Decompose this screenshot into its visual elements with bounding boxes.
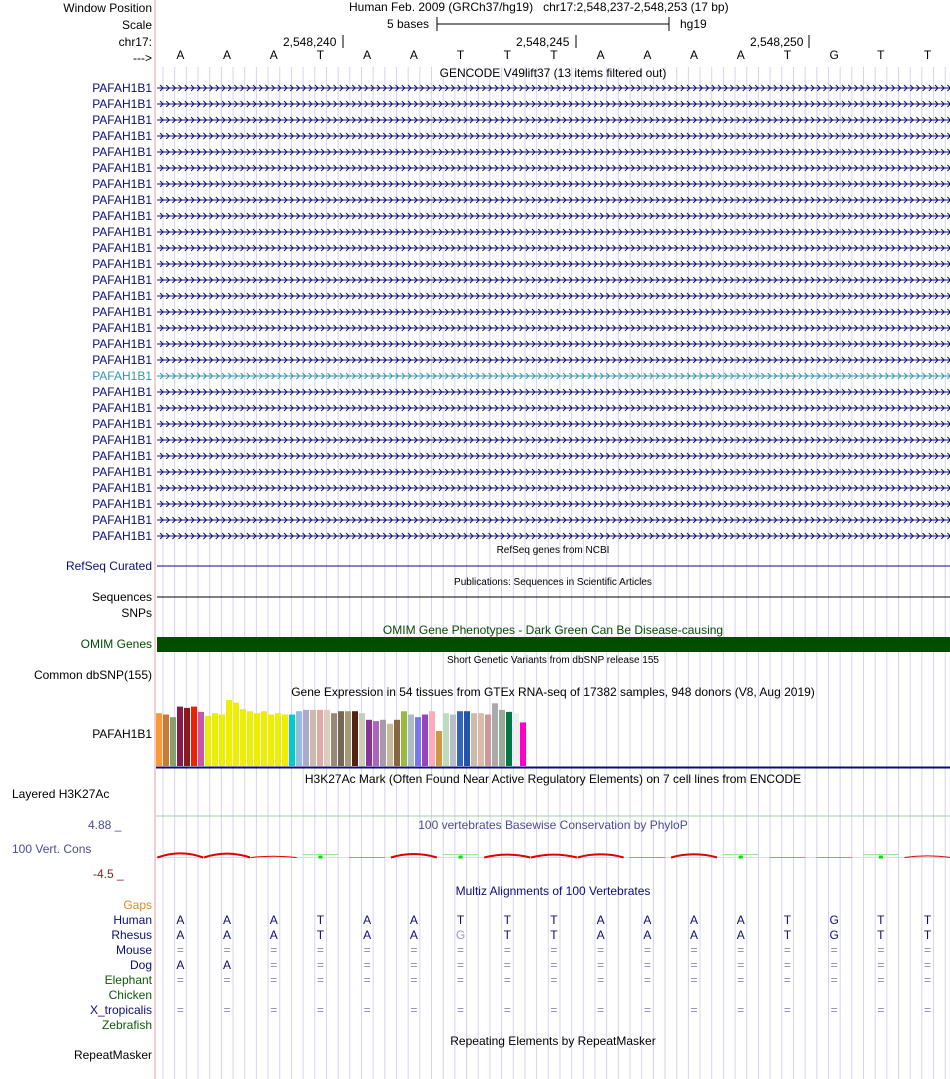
aligned-base: = [830,958,838,972]
phylop-score-mark [157,853,203,857]
gtex-track-title[interactable]: Gene Expression in 54 tissues from GTEx RNA-seq of 17382 samples, 948 donors (V8, Aug 2019) [291,685,815,699]
base-letter: T [503,48,511,62]
aligned-base: A [690,928,699,942]
db-label: hg19 [680,17,707,31]
aligned-base: = [223,1003,231,1017]
base-letter: T [316,48,325,62]
publications-track-title[interactable]: Publications: Sequences in Scientific Articles [454,577,652,588]
aligned-base: A [736,913,745,927]
aligned-base: = [643,958,651,972]
aligned-base: = [176,1003,184,1017]
gtex-tissue-bar [422,715,428,766]
aligned-base: G [829,913,839,927]
omim-track-title[interactable]: OMIM Gene Phenotypes - Dark Green Can Be Disease-causing [382,623,724,637]
aligned-base: A [736,928,745,942]
gtex-tissue-bar [471,713,477,766]
aligned-base: = [503,973,511,987]
omim-bar [157,637,950,652]
aligned-base: T [550,913,558,927]
aligned-base: = [924,973,932,987]
h3k27ac-label[interactable]: Layered H3K27Ac [12,787,110,801]
aligned-base: = [783,973,791,987]
gtex-tissue-bar [184,708,190,766]
gtex-tissue-bar [205,716,211,766]
phylop-track-title[interactable]: 100 vertebrates Basewise Conservation by PhyloP [418,818,688,832]
aligned-base: T [923,928,932,942]
aligned-base: = [737,943,745,957]
aligned-base: = [550,1003,558,1017]
aligned-base: = [270,943,278,957]
aligned-base: = [503,958,511,972]
base-letter: A [643,48,652,62]
refseq-label[interactable]: RefSeq Curated [65,559,152,573]
gtex-tissue-bar [191,707,197,766]
gencode-transcript-label[interactable]: PAFAH1B1 [92,241,152,255]
aligned-base: = [597,958,605,972]
aligned-base: = [550,973,558,987]
gencode-transcript-label[interactable]: PAFAH1B1 [92,321,152,335]
aligned-base: = [410,943,418,957]
aligned-base: A [223,958,232,972]
aligned-base: = [316,973,324,987]
gtex-tissue-bar [163,715,169,766]
aligned-base: = [176,943,184,957]
omim-label[interactable]: OMIM Genes [80,637,152,651]
aligned-base: = [597,973,605,987]
aligned-base: = [457,973,465,987]
phylop-score-mark [318,856,322,859]
position-readout[interactable]: chr17:2,548,237-2,548,253 (17 bp) [543,0,729,14]
phylop-score-mark [459,856,463,859]
aligned-base: = [924,1003,932,1017]
gencode-transcript-label[interactable]: PAFAH1B1 [92,225,152,239]
gencode-transcript-label[interactable]: PAFAH1B1 [92,481,152,495]
gtex-tissue-bar [513,713,519,766]
gtex-tissue-bar [380,720,386,766]
gtex-tissue-bar [156,713,162,766]
species-label[interactable]: Rhesus [111,928,152,942]
aligned-base: = [363,1003,371,1017]
aligned-base: G [455,928,466,942]
gencode-transcript-label[interactable]: PAFAH1B1 [92,161,152,175]
gencode-transcript-label[interactable]: PAFAH1B1 [92,129,152,143]
gencode-transcript-label[interactable]: PAFAH1B1 [92,97,152,111]
base-letter: T [877,48,885,62]
aligned-base: = [457,943,465,957]
gencode-transcript-label[interactable]: PAFAH1B1 [92,257,152,271]
aligned-base: T [316,913,325,927]
base-letter: T [923,48,932,62]
gencode-transcript-label[interactable]: PAFAH1B1 [92,513,152,527]
aligned-base: = [176,973,184,987]
aligned-base: = [690,943,698,957]
aligned-base: = [690,958,698,972]
aligned-base: = [924,943,932,957]
aligned-base: = [830,943,838,957]
aligned-base: = [737,1003,745,1017]
aligned-base: = [597,943,605,957]
gtex-tissue-bar [443,713,449,766]
aligned-base: A [269,928,278,942]
dbsnp-track-title[interactable]: Short Genetic Variants from dbSNP release 155 [447,655,659,666]
base-letter: A [223,48,232,62]
aligned-base: = [223,943,231,957]
species-label[interactable]: X_tropicalis [89,1003,152,1017]
gtex-tissue-bar [219,715,225,766]
gtex-tissue-bar [247,711,253,766]
gtex-tissue-bar [275,713,281,766]
aligned-base: = [223,973,231,987]
base-letter: A [409,48,418,62]
aligned-base: A [643,928,652,942]
phylop-label[interactable]: 100 Vert. Cons [12,842,92,856]
aligned-base: T [877,928,885,942]
gtex-tissue-bar [408,715,414,766]
aligned-base: = [410,973,418,987]
gencode-transcript-label[interactable]: PAFAH1B1 [92,497,152,511]
tick-label: 2,548,250 [750,35,804,49]
gtex-tissue-bar [198,712,204,766]
aligned-base: A [223,928,232,942]
gencode-transcript-label[interactable]: PAFAH1B1 [92,305,152,319]
phylop-score-mark [391,854,437,858]
gencode-transcript-label[interactable]: PAFAH1B1 [92,209,152,223]
aligned-base: A [409,913,418,927]
aligned-base: A [176,928,185,942]
base-letter: G [829,48,839,62]
gencode-transcript-label[interactable]: PAFAH1B1 [92,353,152,367]
aligned-base: = [830,973,838,987]
base-letter: A [596,48,605,62]
aligned-base: = [643,973,651,987]
aligned-base: = [877,958,885,972]
gtex-tissue-bar [506,712,512,766]
aligned-base: A [690,913,699,927]
chrom-label: chr17: [118,35,152,49]
aligned-base: = [270,973,278,987]
aligned-base: = [316,958,324,972]
phylop-score-mark [739,856,743,859]
gtex-tissue-bar [373,721,379,766]
gtex-tissue-bar [324,710,330,766]
aligned-base: A [409,928,418,942]
aligned-base: = [410,958,418,972]
h3k27ac-track-title[interactable]: H3K27Ac Mark (Often Found Near Active Regulatory Elements) on 7 cell lines from ENCODE [304,772,802,786]
aligned-base: = [270,1003,278,1017]
gtex-gene-label[interactable]: PAFAH1B1 [92,727,152,741]
aligned-base: = [597,1003,605,1017]
aligned-base: A [363,928,372,942]
aligned-base: A [223,913,232,927]
gencode-transcript-label[interactable]: PAFAH1B1 [92,417,152,431]
aligned-base: T [783,913,792,927]
phylop-ymin: -4.5 _ [93,867,124,881]
gencode-transcript-label[interactable]: PAFAH1B1 [92,177,152,191]
aligned-base: A [643,913,652,927]
aligned-base: A [269,913,278,927]
gencode-transcript-label[interactable]: PAFAH1B1 [92,465,152,479]
gencode-transcript-label[interactable]: PAFAH1B1 [92,449,152,463]
gtex-tissue-bar [387,724,393,766]
aligned-base: = [830,1003,838,1017]
gtex-tissue-bar [226,700,232,766]
gencode-transcript-label[interactable]: PAFAH1B1 [92,385,152,399]
gtex-tissue-bar [212,713,218,766]
gaps-label[interactable]: Gaps [123,898,152,912]
aligned-base: T [456,913,465,927]
gtex-tissue-bar [464,711,470,766]
aligned-base: = [783,1003,791,1017]
gtex-tissue-bar [485,715,491,766]
gtex-tissue-bar [457,711,463,766]
base-letter: A [736,48,745,62]
aligned-base: A [176,958,185,972]
base-letter: A [363,48,372,62]
gtex-tissue-bar [261,711,267,766]
gtex-tissue-bar [268,715,274,766]
gtex-tissue-bar [177,707,183,766]
dbsnp-label[interactable]: Common dbSNP(155) [33,668,152,682]
aligned-base: A [596,928,605,942]
aligned-base: = [924,958,932,972]
species-label[interactable]: Dog [129,958,152,972]
gencode-transcript-label[interactable]: PAFAH1B1 [92,401,152,415]
aligned-base: = [503,943,511,957]
tick-label: 2,548,240 [283,35,337,49]
gtex-tissue-bar [429,711,435,766]
gtex-tissue-bar [492,703,498,766]
aligned-base: G [829,928,839,942]
species-label[interactable]: Chicken [108,988,152,1002]
gtex-tissue-bar [254,713,260,766]
phylop-score-mark [204,854,250,858]
window-position-label: Window Position [63,1,152,15]
repeatmasker-track-title[interactable]: Repeating Elements by RepeatMasker [450,1034,656,1048]
tick-label: 2,548,245 [516,35,570,49]
repeatmasker-label[interactable]: RepeatMasker [73,1048,152,1062]
species-label[interactable]: Human [113,913,152,927]
gtex-tissue-bar [317,710,323,766]
aligned-base: = [270,958,278,972]
gencode-transcript-label[interactable]: PAFAH1B1 [92,81,152,95]
multiz-track-title[interactable]: Multiz Alignments of 100 Vertebrates [455,884,651,898]
gtex-tissue-bar [450,715,456,766]
gtex-tissue-bar [520,722,526,766]
aligned-base: = [783,943,791,957]
strand-label: ---> [133,51,152,65]
scale-label: Scale [121,18,152,32]
base-letter: T [456,48,465,62]
gtex-tissue-bar [359,713,365,766]
gtex-tissue-bar [401,711,407,766]
aligned-base: = [877,1003,885,1017]
assembly-title: Human Feb. 2009 (GRCh37/hg19) chr17:2,548,237-2,548,253 (17 bp) [349,0,729,14]
aligned-base: = [363,973,371,987]
gtex-tissue-bar [345,711,351,766]
aligned-base: T [503,913,511,927]
sequences-label[interactable]: Sequences [91,590,152,604]
base-letter: T [783,48,792,62]
gtex-tissue-bar [394,720,400,766]
phylop-score-mark [879,856,883,859]
gencode-transcript-label[interactable]: PAFAH1B1 [92,529,152,543]
gtex-tissue-bar [296,711,302,766]
aligned-base: = [316,943,324,957]
scale-text: 5 bases [387,17,430,31]
aligned-base: = [737,973,745,987]
gtex-tissue-bar [303,710,309,766]
aligned-base: = [690,973,698,987]
aligned-base: = [690,1003,698,1017]
gtex-tissue-bar [282,715,288,766]
aligned-base: = [316,1003,324,1017]
gtex-tissue-bar [338,711,344,766]
gencode-transcript-label[interactable]: PAFAH1B1 [92,369,152,383]
aligned-base: T [923,913,932,927]
aligned-base: = [457,958,465,972]
gtex-tissue-bar [240,709,246,766]
aligned-base: T [503,928,511,942]
gencode-transcript-label[interactable]: PAFAH1B1 [92,337,152,351]
aligned-base: = [503,1003,511,1017]
aligned-base: = [643,1003,651,1017]
phylop-ymax: 4.88 _ [88,818,122,832]
aligned-base: A [596,913,605,927]
gtex-tissue-bar [289,715,295,766]
aligned-base: = [550,958,558,972]
aligned-base: T [550,928,558,942]
aligned-base: T [783,928,792,942]
species-label[interactable]: Zebrafish [101,1018,152,1032]
base-letter: T [550,48,558,62]
gtex-tissue-bar [499,710,505,766]
snps-label[interactable]: SNPs [121,606,152,620]
aligned-base: A [363,913,372,927]
gtex-tissue-bar [233,703,239,766]
gencode-transcript-label[interactable]: PAFAH1B1 [92,193,152,207]
gtex-tissue-bar [366,720,372,766]
gtex-tissue-bar [478,713,484,766]
aligned-base: = [783,958,791,972]
aligned-base: = [877,943,885,957]
aligned-base: A [176,913,185,927]
aligned-base: = [877,973,885,987]
gencode-transcript-label[interactable]: PAFAH1B1 [92,145,152,159]
base-letter: A [269,48,278,62]
aligned-base: T [877,913,885,927]
gtex-tissue-bar [331,713,337,766]
gtex-tissue-bar [170,717,176,766]
base-letter: A [176,48,185,62]
aligned-base: = [737,958,745,972]
gtex-tissue-bar [352,711,358,766]
aligned-base: T [316,928,325,942]
gencode-transcript-label[interactable]: PAFAH1B1 [92,433,152,447]
aligned-base: = [457,1003,465,1017]
aligned-base: = [363,958,371,972]
species-label[interactable]: Mouse [115,943,152,957]
aligned-base: = [643,943,651,957]
aligned-base: = [550,943,558,957]
gencode-transcript-label[interactable]: PAFAH1B1 [92,273,152,287]
gencode-track-title[interactable]: GENCODE V49lift37 (13 items filtered out) [439,66,667,80]
refseq-track-title[interactable]: RefSeq genes from NCBI [496,545,610,556]
gencode-transcript-label[interactable]: PAFAH1B1 [92,289,152,303]
gencode-transcript-label[interactable]: PAFAH1B1 [92,113,152,127]
aligned-base: = [410,1003,418,1017]
gtex-tissue-bar [310,710,316,766]
species-label[interactable]: Elephant [104,973,152,987]
aligned-base: = [363,943,371,957]
base-letter: A [690,48,699,62]
gtex-tissue-bar [436,731,442,766]
gtex-tissue-bar [415,717,421,766]
